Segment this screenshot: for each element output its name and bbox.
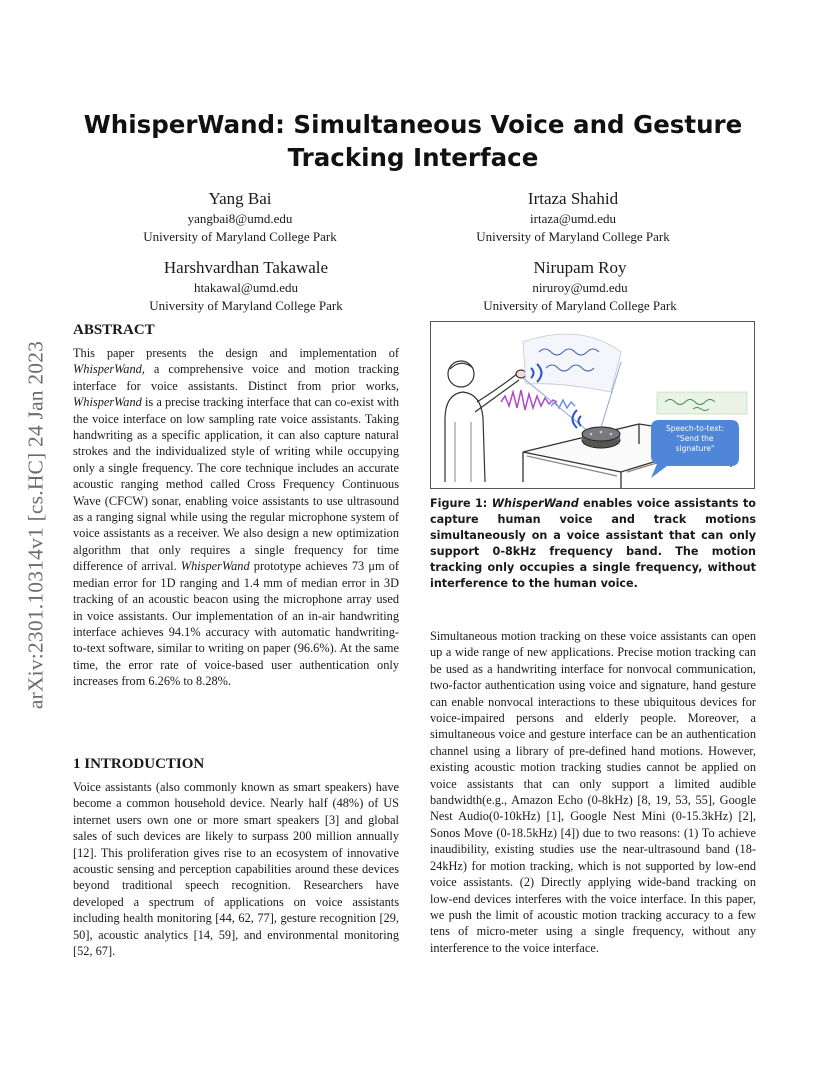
author-block-3 bbox=[86, 257, 406, 315]
author-name: Harshvardhan Takawale bbox=[163, 258, 329, 277]
author-email: yangbai8@umd.edu bbox=[187, 211, 293, 226]
figure-label: Figure 1: bbox=[430, 497, 492, 510]
arxiv-identifier: arXiv:2301.10314v1 [cs.HC] 24 Jan 2023 bbox=[23, 340, 48, 710]
system-name: WhisperWand bbox=[180, 559, 250, 574]
author-email: irtaza@umd.edu bbox=[530, 211, 616, 226]
introduction-body: Voice assistants (also commonly known as smart speakers) have become a common household device. Nearly half (48%) of US internet users own one or more smart speakers [3] and global sales of such devices are likely to surpass 200 million annually [12]. This proliferation gives rise to an ecosystem of innovative acoustic sensing and perception capabilities around these devices beyond traditional speech recognition. Researchers have developed a spectrum of applications on voice assistants including health monitoring [44, 62, 77], gesture recognition [29, 50], acoustic analytics [14, 59], and environmental monitoring [52, 67]. bbox=[73, 780, 399, 959]
right-column-body: Simultaneous motion tracking on these voice assistants can open up a wide range of new applications. Precise motion tracking can be used as a handwriting interface for nonvocal communication, two-factor authentication using voice and signature, hand gesture can enable nonvocal interactions to these ubiquitous devices for voice-impaired persons and elderly people. Moreover, a simultaneous voice and gesture interface can be an authentication channel using a library of pre-defined hand motions. However, existing acoustic motion tracking studies cannot be applied on voice assistants that can only support a limited audible bandwidth(e.g., Amazon Echo (0-8kHz) [8, 19, 53, 55], Google Nest Audio(0-10kHz) [1], Google Nest Mini (0-15.3kHz) [2], Sonos Move (0-18.5kHz) [4]) due to two reasons: (1) To achieve inaudibility, existing studies use the near-ultrasound band (18-24kHz) for motion tracking, which is not supported by low-end voice assistants. (2) Directly applying wide-band tracking on low-end devices interferes with the voice interface. In this paper, we push the limit of acoustic motion tracking accuracy to a few tens of micro-meter using a single frequency, without any interference to the voice interface. bbox=[430, 629, 756, 955]
introduction-heading: 1 INTRODUCTION bbox=[73, 756, 205, 772]
author-name: Irtaza Shahid bbox=[527, 189, 619, 208]
speech-to-text-label: Speech-to-text: "Send the signature" bbox=[665, 424, 725, 453]
abstract-body: This paper presents the design and implementation of WhisperWand, a comprehensive voice and motion tracking interface for voice assistants. Distinct from prior works, WhisperWand is a precise tracking interface that can co-exist with the voice interface on low sampling rate voice assistants. Taking handwriting as a specific application, it can also capture natural strokes and the individualized style of writing while occupying only a single frequency. The core technique includes an accurate acoustic ranging method called Cross Frequency Continuous Wave (CFCW) sonar, enabling voice assistants to use ultrasound as a ranging signal while using the regular microphone system of voice assistants as a receiver. We also design a new optimization algorithm that only requires a single frequency for time difference of arrival. WhisperWand prototype achieves 73 μm of median error for 1D ranging and 1.4 mm of median error in 3D tracking of an acoustic beacon using the microphone array used in voice assistants. Our implementation of an in-air handwriting interface achieves 94.1% accuracy with automatic handwriting-to-text software, similar to writing on paper (96.6%). At the same time, the error rate of voice-based user authentication only increases from 6.26% to 8.28%. bbox=[73, 346, 399, 689]
author-name: Nirupam Roy bbox=[533, 258, 627, 277]
author-block-4 bbox=[420, 257, 740, 315]
handwriting-panel bbox=[523, 334, 621, 392]
author-block-2 bbox=[413, 188, 733, 246]
author-name: Yang Bai bbox=[208, 189, 272, 208]
author-affiliation: University of Maryland College Park bbox=[143, 229, 337, 244]
system-name: WhisperWand bbox=[73, 395, 142, 410]
figure-1-caption: Figure 1: WhisperWand enables voice assistants to capture human voice and track motions simultaneously on a voice assistant that can only support 0-8kHz frequency band. The motion tracking only occupies a single frequency, without interference to the human voice. bbox=[430, 497, 756, 590]
person-illustration bbox=[445, 361, 526, 482]
author-email: niruroy@umd.edu bbox=[532, 280, 628, 295]
voice-waveform bbox=[501, 390, 575, 410]
figure-1-illustration bbox=[431, 322, 754, 488]
speech-to-text-bubble bbox=[651, 420, 739, 478]
author-affiliation: University of Maryland College Park bbox=[149, 298, 343, 313]
figure-1 bbox=[430, 321, 755, 489]
system-name: WhisperWand bbox=[73, 362, 142, 377]
author-block-1 bbox=[80, 188, 400, 246]
author-email: htakawal@umd.edu bbox=[193, 280, 299, 295]
abstract-heading: ABSTRACT bbox=[73, 322, 155, 338]
arxiv-sidebar-label bbox=[16, 290, 56, 760]
author-affiliation: University of Maryland College Park bbox=[483, 298, 677, 313]
system-name: WhisperWand bbox=[491, 497, 579, 510]
recognized-handwriting bbox=[657, 392, 747, 414]
author-affiliation: University of Maryland College Park bbox=[476, 229, 670, 244]
paper-title: WhisperWand: Simultaneous Voice and Gesture Tracking Interface bbox=[83, 110, 743, 172]
